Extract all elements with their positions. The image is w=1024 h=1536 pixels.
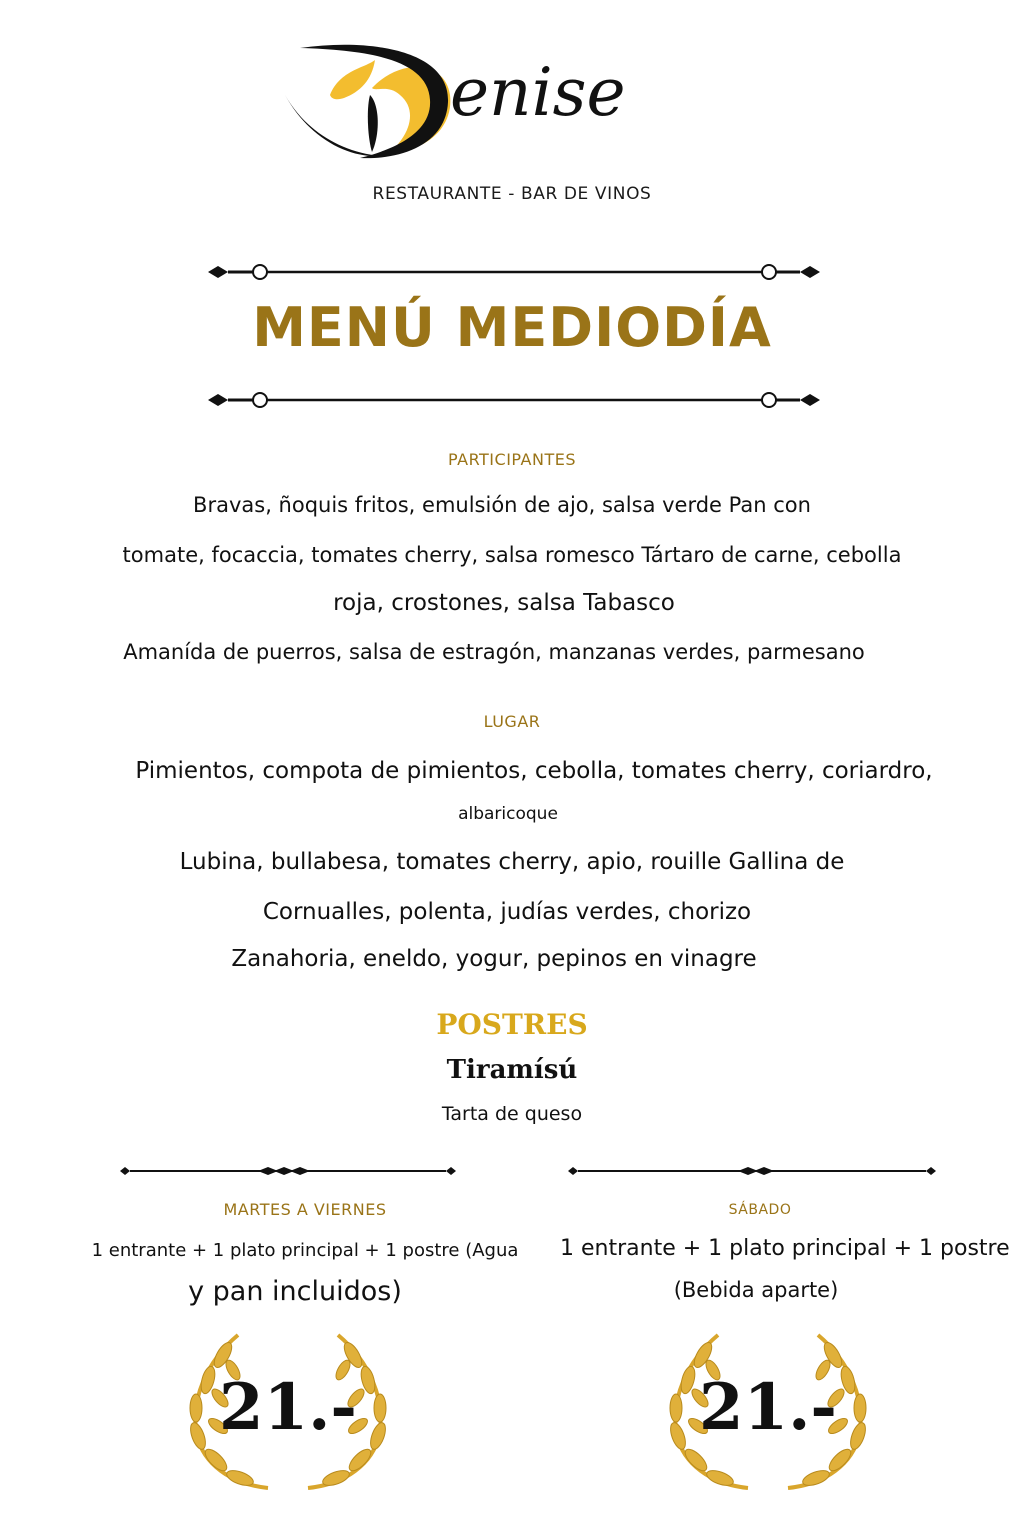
pricing-line: (Bebida aparte) — [673, 1278, 839, 1302]
price-badge — [658, 1330, 878, 1490]
pricing-line: y pan incluidos) — [188, 1276, 402, 1307]
menu-line: Lubina, bullabesa, tomates cherry, apio, rouille Gallina de — [179, 849, 845, 875]
dessert-item: Tarta de queso — [441, 1103, 583, 1125]
dessert-item: Tiramísú — [446, 1055, 578, 1085]
menu-title: MENÚ MEDIODÍA — [252, 296, 772, 359]
menu-line: Zanahoria, eneldo, yogur, pepinos en vinagre — [231, 946, 757, 972]
price-badge — [178, 1330, 398, 1490]
menu-line: Pimientos, compota de pimientos, cebolla, tomates cherry, coriardro, — [135, 758, 933, 784]
pricing-line: 1 entrante + 1 plato principal + 1 postre — [560, 1236, 1010, 1261]
menu-line: roja, crostones, salsa Tabasco — [333, 590, 675, 616]
price-saturday: 21.- — [699, 1370, 837, 1445]
section-heading-postres: POSTRES — [436, 1008, 588, 1041]
menu-line: albaricoque — [458, 804, 558, 824]
section-heading-lugar: LUGAR — [483, 712, 541, 731]
ornament-divider-icon — [205, 388, 825, 412]
pricing-line: 1 entrante + 1 plato principal + 1 postre (Agua — [91, 1240, 519, 1261]
pricing-heading-weekday: MARTES A VIERNES — [223, 1200, 387, 1219]
menu-line: Amanída de puerros, salsa de estragón, manzanas verdes, parmesano — [123, 640, 865, 664]
ornament-divider-icon — [205, 260, 825, 284]
price-weekday: 21.- — [219, 1370, 357, 1445]
menu-line: Bravas, ñoquis fritos, emulsión de ajo, salsa verde Pan con — [193, 493, 811, 517]
logo-swoosh-icon — [285, 45, 450, 158]
restaurant-subtitle: RESTAURANTE - BAR DE VINOS — [372, 184, 652, 204]
menu-line: tomate, focaccia, tomates cherry, salsa romesco Tártaro de carne, cebolla — [122, 543, 902, 567]
logo-wordmark: enise — [450, 54, 626, 131]
menu-line: Cornualles, polenta, judías verdes, chorizo — [262, 899, 752, 925]
pricing-heading-saturday: SÁBADO — [728, 1202, 792, 1218]
section-heading-participantes: PARTICIPANTES — [448, 450, 576, 469]
ornament-divider-icon — [566, 1164, 938, 1178]
ornament-divider-icon — [118, 1164, 458, 1178]
